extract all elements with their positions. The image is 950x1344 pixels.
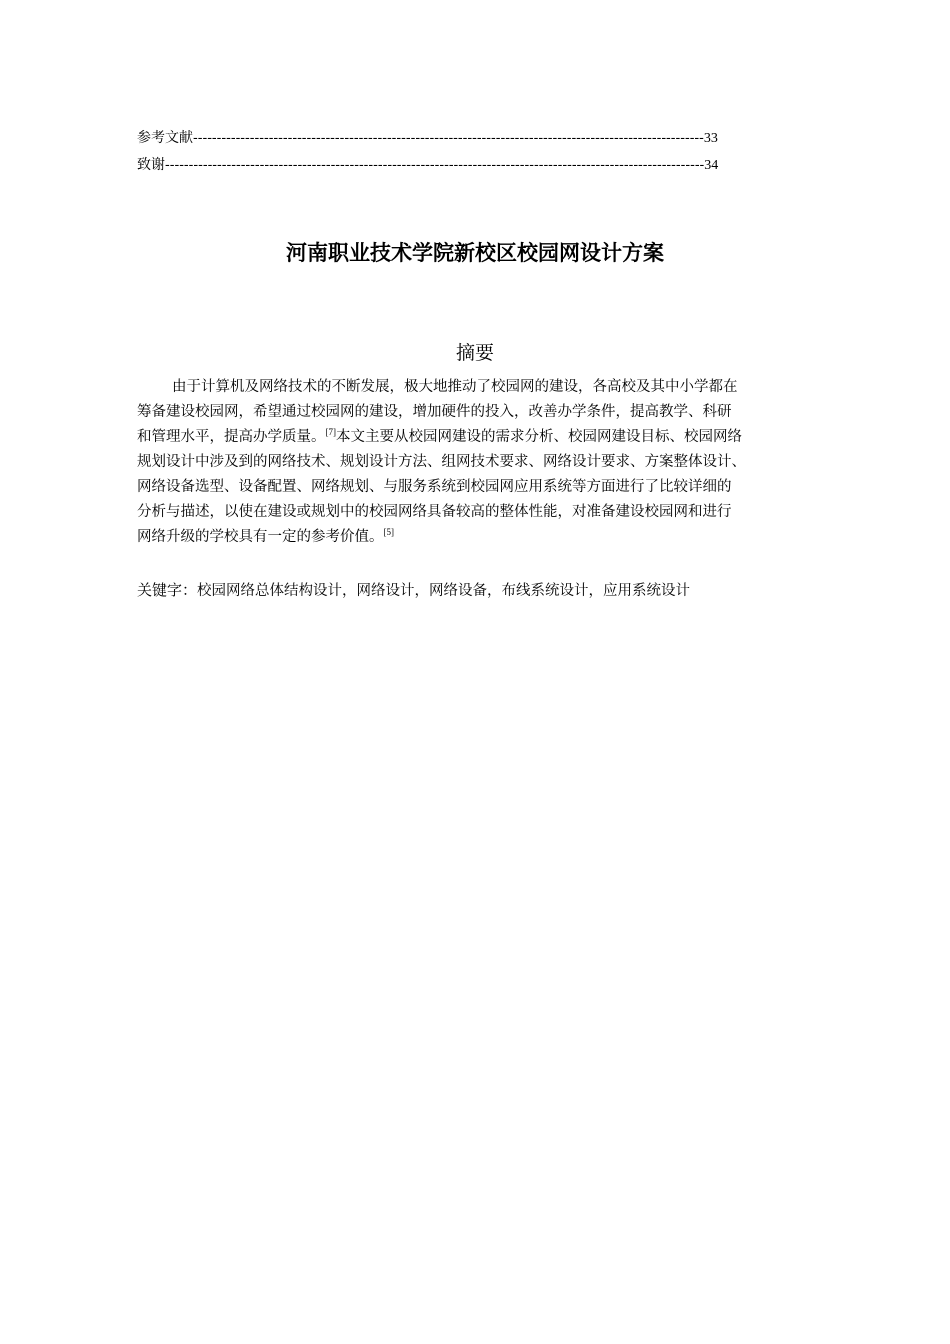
toc-entry-title: 致谢 <box>137 157 165 173</box>
toc-entry-references[interactable] <box>137 125 817 152</box>
abstract-text: 网络升级的学校具有一定的参考价值。 <box>137 529 384 545</box>
abstract-line <box>137 525 852 550</box>
abstract-line: 由于计算机及网络技术的不断发展，极大地推动了校园网的建设，各高校及其中小学都在 <box>172 379 738 395</box>
abstract-line <box>137 425 852 450</box>
keywords-label: 关键字： <box>137 581 198 599</box>
abstract-line: 筹备建设校园网，希望通过校园网的建设，增加硬件的投入，改善办学条件，提高教学、科研 <box>137 404 732 420</box>
abstract-body <box>137 375 852 550</box>
citation-marker[interactable]: [7] <box>325 427 336 437</box>
abstract-line: 网络设备选型、设备配置、网络规划、与服务系统到校园网应用系统等方面进行了比较详细的 <box>137 479 732 495</box>
toc-leader: ------------------------------------------------------------------------------------------------------------ <box>193 130 704 146</box>
abstract-text: 本文主要从校园网建设的需求分析、校园网建设目标、校园网络 <box>336 429 742 445</box>
citation-marker[interactable]: [5] <box>383 527 394 537</box>
abstract-line: 规划设计中涉及到的网络技术、规划设计方法、组网技术要求、网络设计要求、方案整体设计、 <box>137 454 746 470</box>
keywords-line <box>137 577 857 604</box>
keywords-text: 校园网络总体结构设计，网络设计，网络设备，布线系统设计，应用系统设计 <box>197 583 691 599</box>
abstract-line: 分析与描述，以使在建设或规划中的校园网络具备较高的整体性能，对准备建设校园网和进行 <box>137 504 732 520</box>
toc-page-number: 34 <box>704 158 719 173</box>
toc-leader: ------------------------------------------------------------------------------------------------------------------ <box>165 157 705 173</box>
toc-entry-title: 参考文献 <box>137 130 193 146</box>
toc-page-number: 33 <box>703 131 718 146</box>
toc-entry-acknowledgements[interactable] <box>137 152 817 179</box>
abstract-heading: 摘要 <box>455 342 494 364</box>
table-of-contents <box>137 125 817 179</box>
document-title: 河南职业技术学院新校区校园网设计方案 <box>286 241 664 265</box>
abstract-text: 和管理水平，提高办学质量。 <box>137 429 326 445</box>
